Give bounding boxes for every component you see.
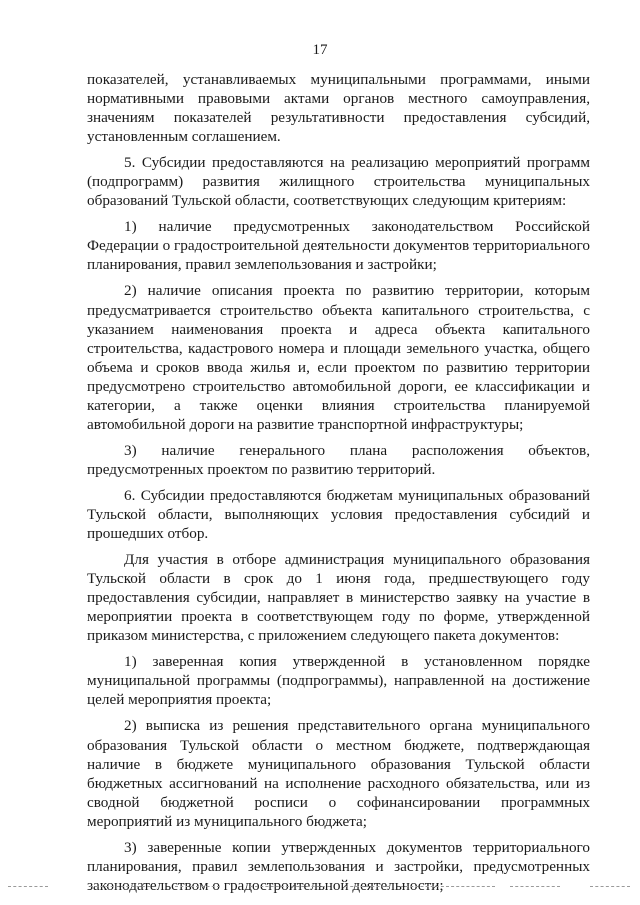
document-body xyxy=(87,70,590,895)
paragraph-selection: Для участия в отборе администрация муниципального образования Тульской области в срок до 1 июня года, предшествующего году предоставления субсидии, направляет в министерство заявку на участие в мероприятии проекта в соответствующем году по форме, утвержденной приказом министерства, с приложением следующего пакета документов: xyxy=(87,551,590,645)
page-number: 17 xyxy=(312,42,328,58)
footer-dashed-rule xyxy=(0,886,640,888)
paragraph-document-2: 2) выписка из решения представительного органа муниципального образования Тульской области о местном бюджете, подтверждающая наличие в бюджете муниципального образования Тульской области бюджетных ассигнований на исполнение расходного обязательства, или из сводной бюджетной росписи о софинансировании программных мероприятий из муниципального бюджета; xyxy=(87,717,590,830)
paragraph-document-3: 3) заверенные копии утвержденных документов территориального планирования, правил землепользования и застройки, предусмотренных законодательством о градостроительной деятельности; xyxy=(87,838,590,894)
paragraph-criterion-3: 3) наличие генерального плана расположения объектов, предусмотренных проектом по развитию территорий. xyxy=(87,441,590,478)
paragraph-item-5: 5. Субсидии предоставляются на реализацию мероприятий программ (подпрограмм) развития жилищного строительства муниципальных образований Тульской области, соответствующих следующим критериям: xyxy=(87,154,590,210)
paragraph-document-1: 1) заверенная копия утвержденной в установленном порядке муниципальной программы (подпрограммы), направленной на достижение целей мероприятия проекта; xyxy=(87,653,590,709)
paragraph-criterion-1: 1) наличие предусмотренных законодательством Российской Федерации о градостроительной деятельности документов территориального планирования, правил землепользования и застройки; xyxy=(87,218,590,274)
paragraph-continuation: показателей, устанавливаемых муниципальными программами, иными нормативными правовыми актами органов местного самоуправления, значениям показателей результативности предоставления субсидий, установленным соглашением. xyxy=(87,71,590,146)
paragraph-item-6: 6. Субсидии предоставляются бюджетам муниципальных образований Тульской области, выполняющих условия предоставления субсидий и прошедших отбор. xyxy=(87,486,590,543)
paragraph-criterion-2: 2) наличие описания проекта по развитию территории, которым предусматривается строительство объекта капитального строительства, с указанием наименования проекта и адреса объекта капитального строительства, кадастрового номера и площади земельного участка, общего объема и сроков ввода жилья и, если проектом по развитию территории предусмотрено строительство автомобильной дороги, ее классификации и категории, а также оценки влияния строительства планируемой автомобильной дороги на развитие транспортной инфраструктуры; xyxy=(87,282,590,433)
